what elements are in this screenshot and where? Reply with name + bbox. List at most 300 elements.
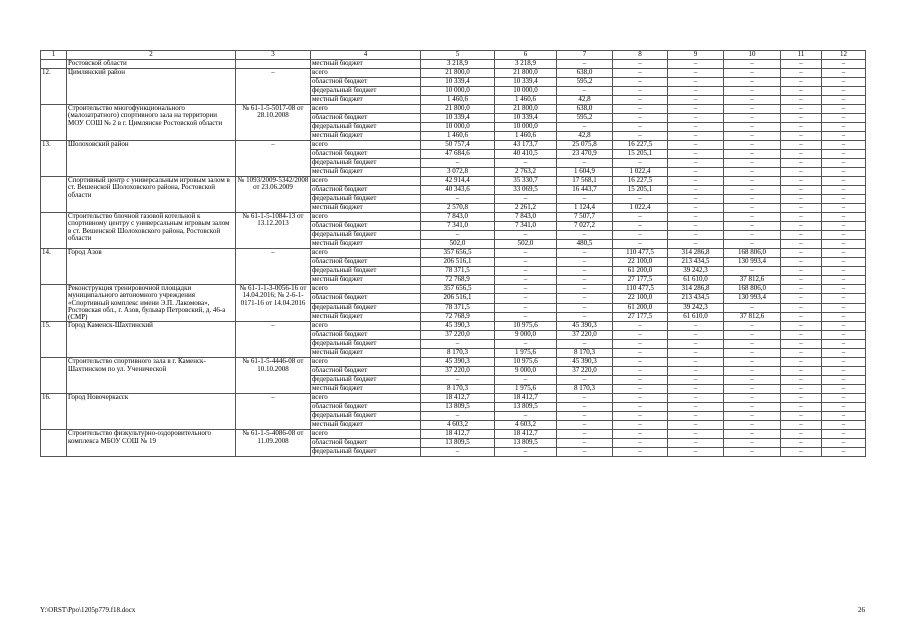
amount-cell: – <box>557 439 613 448</box>
amount-cell: 42,8 <box>557 132 613 141</box>
amount-cell: – <box>822 150 866 159</box>
table-row <box>41 69 866 78</box>
amount-cell: 357 656,5 <box>421 285 495 294</box>
amount-cell: 42 914,4 <box>421 177 495 186</box>
document-number: № 61-1-5-5017-08 от 28.10.2008 <box>236 105 311 141</box>
amount-cell: 480,5 <box>557 240 613 249</box>
amount-cell: – <box>557 267 613 276</box>
column-number: 7 <box>557 51 613 60</box>
amount-cell: 595,2 <box>557 78 613 87</box>
document-number <box>236 60 311 69</box>
amount-cell: – <box>613 222 668 231</box>
amount-cell: – <box>822 186 866 195</box>
amount-cell: 10 000,0 <box>421 123 495 132</box>
object-name: Строительство блочной газовой котельной к спортивному центру с универсальным игровым залом в ст. Вешенской Шолоховского района, Ростовской области <box>67 213 236 249</box>
budget-source: федеральный бюджет <box>311 267 421 276</box>
amount-cell: 61 200,0 <box>613 267 668 276</box>
column-number: 9 <box>668 51 724 60</box>
amount-cell: – <box>781 394 822 403</box>
budget-source: федеральный бюджет <box>311 231 421 240</box>
amount-cell: – <box>822 60 866 69</box>
amount-cell: – <box>822 159 866 168</box>
column-number: 12 <box>822 51 866 60</box>
amount-cell: 21 800,0 <box>495 105 557 114</box>
amount-cell: – <box>668 439 724 448</box>
amount-cell: – <box>781 340 822 349</box>
amount-cell: 43 173,7 <box>495 141 557 150</box>
amount-cell: – <box>822 78 866 87</box>
amount-cell: – <box>668 186 724 195</box>
amount-cell: – <box>724 60 781 69</box>
amount-cell: 13 809,5 <box>495 403 557 412</box>
amount-cell: 314 286,8 <box>668 249 724 258</box>
amount-cell: – <box>668 123 724 132</box>
amount-cell: – <box>495 231 557 240</box>
object-name: Город Каменск-Шахтинский <box>67 322 236 358</box>
amount-cell: 39 242,3 <box>668 267 724 276</box>
amount-cell: 78 371,5 <box>421 303 495 312</box>
amount-cell: 18 412,7 <box>421 430 495 439</box>
amount-cell: 47 684,6 <box>421 150 495 159</box>
amount-cell: – <box>724 123 781 132</box>
amount-cell: – <box>668 132 724 141</box>
budget-source: областной бюджет <box>311 258 421 267</box>
amount-cell: 10 000,0 <box>495 87 557 96</box>
amount-cell: – <box>421 412 495 421</box>
amount-cell: 45 390,3 <box>557 322 613 331</box>
amount-cell: – <box>724 213 781 222</box>
amount-cell: – <box>724 322 781 331</box>
budget-source: областной бюджет <box>311 222 421 231</box>
row-number: 15. <box>41 322 67 358</box>
amount-cell: – <box>613 448 668 457</box>
amount-cell: – <box>724 340 781 349</box>
amount-cell: – <box>822 141 866 150</box>
amount-cell: – <box>557 159 613 168</box>
amount-cell: – <box>668 177 724 186</box>
amount-cell: – <box>613 349 668 358</box>
amount-cell: 18 412,7 <box>495 394 557 403</box>
amount-cell: 3 218,9 <box>421 60 495 69</box>
budget-source: областной бюджет <box>311 439 421 448</box>
amount-cell: – <box>781 267 822 276</box>
amount-cell: 110 477,5 <box>613 249 668 258</box>
amount-cell: 42,8 <box>557 96 613 105</box>
table-row <box>41 394 866 403</box>
amount-cell: – <box>822 96 866 105</box>
document-number: – <box>236 322 311 358</box>
amount-cell: – <box>724 78 781 87</box>
amount-cell: – <box>822 168 866 177</box>
amount-cell: – <box>421 231 495 240</box>
amount-cell: – <box>781 322 822 331</box>
amount-cell: 7 341,0 <box>421 222 495 231</box>
amount-cell: – <box>613 69 668 78</box>
amount-cell: – <box>668 349 724 358</box>
amount-cell: – <box>724 87 781 96</box>
row-number <box>41 177 67 213</box>
amount-cell: – <box>495 267 557 276</box>
amount-cell: – <box>781 141 822 150</box>
amount-cell: 45 390,3 <box>557 358 613 367</box>
amount-cell: 7 027,2 <box>557 222 613 231</box>
budget-source: местный бюджет <box>311 349 421 358</box>
amount-cell: – <box>724 96 781 105</box>
budget-source: всего <box>311 177 421 186</box>
amount-cell: – <box>822 204 866 213</box>
amount-cell: – <box>781 403 822 412</box>
object-name: Город Новочеркасск <box>67 394 236 430</box>
amount-cell: – <box>724 448 781 457</box>
object-name: Строительство физкультурно-оздоровительного комплекса МБОУ СОШ № 19 <box>67 430 236 457</box>
amount-cell: – <box>557 276 613 285</box>
budget-table <box>40 50 866 457</box>
budget-source: областной бюджет <box>311 78 421 87</box>
row-number <box>41 105 67 141</box>
amount-cell: – <box>495 376 557 385</box>
amount-cell: – <box>781 105 822 114</box>
amount-cell: 50 757,4 <box>421 141 495 150</box>
amount-cell: – <box>668 412 724 421</box>
amount-cell: – <box>668 105 724 114</box>
amount-cell: 13 809,5 <box>421 403 495 412</box>
amount-cell: – <box>557 412 613 421</box>
document-number: – <box>236 394 311 430</box>
document-number: – <box>236 249 311 285</box>
amount-cell: – <box>724 412 781 421</box>
amount-cell: 314 286,8 <box>668 285 724 294</box>
amount-cell: 1 460,6 <box>421 96 495 105</box>
budget-source: местный бюджет <box>311 168 421 177</box>
amount-cell: 168 806,0 <box>724 249 781 258</box>
column-number: 8 <box>613 51 668 60</box>
budget-source: всего <box>311 358 421 367</box>
amount-cell: – <box>724 267 781 276</box>
amount-cell: – <box>724 358 781 367</box>
amount-cell: 22 100,0 <box>613 294 668 303</box>
amount-cell: – <box>557 231 613 240</box>
amount-cell: – <box>822 276 866 285</box>
amount-cell: – <box>668 78 724 87</box>
amount-cell: – <box>822 231 866 240</box>
amount-cell: 40 343,6 <box>421 186 495 195</box>
amount-cell: – <box>781 376 822 385</box>
amount-cell: – <box>668 358 724 367</box>
amount-cell: – <box>724 114 781 123</box>
amount-cell: – <box>724 430 781 439</box>
budget-source: всего <box>311 213 421 222</box>
amount-cell: – <box>668 421 724 430</box>
amount-cell: 3 218,9 <box>495 60 557 69</box>
budget-source: местный бюджет <box>311 385 421 394</box>
amount-cell: – <box>668 159 724 168</box>
budget-source: местный бюджет <box>311 60 421 69</box>
amount-cell: 7 843,0 <box>495 213 557 222</box>
amount-cell: – <box>668 150 724 159</box>
amount-cell: 1 460,6 <box>495 132 557 141</box>
amount-cell: 21 800,0 <box>421 69 495 78</box>
amount-cell: 18 412,7 <box>421 394 495 403</box>
amount-cell: 27 177,5 <box>613 313 668 322</box>
table-row <box>41 249 866 258</box>
amount-cell: – <box>822 394 866 403</box>
row-number <box>41 60 67 69</box>
amount-cell: – <box>781 367 822 376</box>
amount-cell: 45 390,3 <box>421 322 495 331</box>
amount-cell: – <box>781 150 822 159</box>
budget-source: областной бюджет <box>311 403 421 412</box>
amount-cell: – <box>724 195 781 204</box>
amount-cell: – <box>724 394 781 403</box>
amount-cell: 13 809,5 <box>421 439 495 448</box>
amount-cell: – <box>613 123 668 132</box>
budget-source: областной бюджет <box>311 114 421 123</box>
amount-cell: – <box>781 358 822 367</box>
object-name: Строительство спортивного зала в г. Каменск-Шахтинском по ул. Ученической <box>67 358 236 394</box>
amount-cell: – <box>557 403 613 412</box>
amount-cell: – <box>781 195 822 204</box>
amount-cell: – <box>724 159 781 168</box>
amount-cell: – <box>557 313 613 322</box>
amount-cell: – <box>668 331 724 340</box>
object-name: Реконструкция тренировочной площадки муниципального автономного учреждения «Спортивный комплекс имени Э.П. Лакомова», Ростовская обл., г. Азов, бульвар Петровский, д. 46-а (СМР) <box>67 285 236 322</box>
table-row <box>41 105 866 114</box>
amount-cell: – <box>495 448 557 457</box>
amount-cell: – <box>495 249 557 258</box>
amount-cell: 10 975,6 <box>495 322 557 331</box>
amount-cell: – <box>557 249 613 258</box>
amount-cell: – <box>557 87 613 96</box>
amount-cell: – <box>822 213 866 222</box>
amount-cell: – <box>781 240 822 249</box>
amount-cell: – <box>822 240 866 249</box>
amount-cell: – <box>822 69 866 78</box>
amount-cell: – <box>613 358 668 367</box>
amount-cell: 10 000,0 <box>421 87 495 96</box>
amount-cell: – <box>668 322 724 331</box>
amount-cell: – <box>724 367 781 376</box>
amount-cell: – <box>822 367 866 376</box>
amount-cell: – <box>822 322 866 331</box>
amount-cell: – <box>668 231 724 240</box>
table-row <box>41 285 866 294</box>
amount-cell: – <box>724 349 781 358</box>
amount-cell: – <box>495 313 557 322</box>
table-body <box>41 51 866 457</box>
amount-cell: – <box>822 403 866 412</box>
amount-cell: 45 390,3 <box>421 358 495 367</box>
amount-cell: – <box>613 376 668 385</box>
budget-source: всего <box>311 69 421 78</box>
object-name: Спортивный центр с универсальным игровым залом в ст. Вешенской Шолоховского района, Ростовской области <box>67 177 236 213</box>
amount-cell: – <box>613 403 668 412</box>
amount-cell: – <box>724 150 781 159</box>
amount-cell: – <box>781 421 822 430</box>
amount-cell: – <box>495 294 557 303</box>
amount-cell: 2 763,2 <box>495 168 557 177</box>
amount-cell: – <box>668 385 724 394</box>
table-row <box>41 322 866 331</box>
amount-cell: – <box>822 313 866 322</box>
amount-cell: – <box>668 240 724 249</box>
budget-source: всего <box>311 285 421 294</box>
amount-cell: – <box>495 340 557 349</box>
amount-cell: 15 205,1 <box>613 186 668 195</box>
amount-cell: 502,0 <box>421 240 495 249</box>
amount-cell: – <box>613 394 668 403</box>
amount-cell: 130 993,4 <box>724 258 781 267</box>
amount-cell: – <box>724 186 781 195</box>
budget-source: областной бюджет <box>311 150 421 159</box>
amount-cell: – <box>822 331 866 340</box>
amount-cell: – <box>613 87 668 96</box>
amount-cell: – <box>781 430 822 439</box>
amount-cell: 37 220,0 <box>421 367 495 376</box>
amount-cell: – <box>724 168 781 177</box>
amount-cell: – <box>613 78 668 87</box>
amount-cell: – <box>668 376 724 385</box>
column-number: 4 <box>311 51 421 60</box>
budget-source: местный бюджет <box>311 240 421 249</box>
amount-cell: – <box>781 69 822 78</box>
amount-cell: – <box>557 340 613 349</box>
amount-cell: 10 000,0 <box>495 123 557 132</box>
amount-cell: 72 768,9 <box>421 313 495 322</box>
amount-cell: – <box>613 421 668 430</box>
amount-cell: – <box>421 340 495 349</box>
amount-cell: – <box>724 303 781 312</box>
amount-cell: – <box>724 331 781 340</box>
amount-cell: – <box>781 448 822 457</box>
amount-cell: 3 072,8 <box>421 168 495 177</box>
amount-cell: – <box>495 285 557 294</box>
amount-cell: – <box>781 168 822 177</box>
amount-cell: – <box>557 448 613 457</box>
amount-cell: – <box>668 222 724 231</box>
amount-cell: – <box>822 439 866 448</box>
amount-cell: 22 100,0 <box>613 258 668 267</box>
amount-cell: – <box>421 376 495 385</box>
amount-cell: – <box>495 276 557 285</box>
table-row <box>41 141 866 150</box>
amount-cell: – <box>822 267 866 276</box>
amount-cell: – <box>613 105 668 114</box>
amount-cell: – <box>557 376 613 385</box>
amount-cell: 72 768,9 <box>421 276 495 285</box>
amount-cell: – <box>781 60 822 69</box>
amount-cell: – <box>781 412 822 421</box>
amount-cell: – <box>822 249 866 258</box>
table-row <box>41 430 866 439</box>
column-number: 11 <box>781 51 822 60</box>
amount-cell: – <box>781 231 822 240</box>
amount-cell: – <box>668 340 724 349</box>
amount-cell: – <box>613 60 668 69</box>
amount-cell: 8 170,3 <box>557 385 613 394</box>
amount-cell: – <box>557 60 613 69</box>
amount-cell: – <box>822 123 866 132</box>
amount-cell: 61 610,0 <box>668 276 724 285</box>
amount-cell: – <box>557 294 613 303</box>
amount-cell: – <box>822 340 866 349</box>
amount-cell: – <box>613 213 668 222</box>
amount-cell: – <box>668 69 724 78</box>
budget-source: местный бюджет <box>311 313 421 322</box>
amount-cell: – <box>668 430 724 439</box>
amount-cell: – <box>781 204 822 213</box>
amount-cell: – <box>421 448 495 457</box>
document-number: – <box>236 69 311 105</box>
amount-cell: 7 341,0 <box>495 222 557 231</box>
amount-cell: – <box>822 376 866 385</box>
amount-cell: – <box>724 177 781 186</box>
amount-cell: – <box>613 367 668 376</box>
object-name: Шолоховский район <box>67 141 236 177</box>
amount-cell: – <box>781 159 822 168</box>
amount-cell: 37 812,6 <box>724 276 781 285</box>
amount-cell: – <box>781 222 822 231</box>
column-number: 5 <box>421 51 495 60</box>
budget-source: федеральный бюджет <box>311 159 421 168</box>
amount-cell: – <box>668 87 724 96</box>
amount-cell: – <box>557 195 613 204</box>
amount-cell: 21 800,0 <box>495 69 557 78</box>
column-number: 1 <box>41 51 67 60</box>
amount-cell: – <box>781 213 822 222</box>
amount-cell: 2 261,2 <box>495 204 557 213</box>
table-row <box>41 60 866 69</box>
amount-cell: – <box>781 186 822 195</box>
amount-cell: – <box>822 430 866 439</box>
document-number: № 1093/2009-5342/2008 от 23.06.2009 <box>236 177 311 213</box>
amount-cell: 8 170,3 <box>421 385 495 394</box>
amount-cell: 9 000,0 <box>495 367 557 376</box>
object-name: Цимлянский район <box>67 69 236 105</box>
amount-cell: – <box>668 394 724 403</box>
document-number: № 61-1-5-4086-08 от 11.09.2008 <box>236 430 311 457</box>
budget-source: федеральный бюджет <box>311 340 421 349</box>
amount-cell: 1 460,6 <box>495 96 557 105</box>
row-number <box>41 430 67 457</box>
row-number: 14. <box>41 249 67 285</box>
amount-cell: 130 993,4 <box>724 294 781 303</box>
amount-cell: – <box>822 358 866 367</box>
amount-cell: 10 339,4 <box>495 114 557 123</box>
amount-cell: 595,2 <box>557 114 613 123</box>
amount-cell: – <box>724 204 781 213</box>
amount-cell: – <box>613 385 668 394</box>
amount-cell: – <box>822 385 866 394</box>
amount-cell: 17 568,1 <box>557 177 613 186</box>
amount-cell: 33 069,5 <box>495 186 557 195</box>
amount-cell: 37 220,0 <box>557 367 613 376</box>
amount-cell: 110 477,5 <box>613 285 668 294</box>
amount-cell: – <box>724 105 781 114</box>
amount-cell: – <box>822 258 866 267</box>
amount-cell: – <box>668 195 724 204</box>
table-row <box>41 213 866 222</box>
amount-cell: – <box>781 294 822 303</box>
amount-cell: 27 177,5 <box>613 276 668 285</box>
amount-cell: 1 124,4 <box>557 204 613 213</box>
amount-cell: – <box>495 258 557 267</box>
amount-cell: – <box>822 349 866 358</box>
amount-cell: 61 200,0 <box>613 303 668 312</box>
object-name: Строительство многофункционального (малозатратного) спортивного зала на территории МОУ СОШ № 2 в г. Цимлянске Ростовской области <box>67 105 236 141</box>
amount-cell: 18 412,7 <box>495 430 557 439</box>
page-number: 26 <box>858 606 865 614</box>
amount-cell: – <box>781 123 822 132</box>
